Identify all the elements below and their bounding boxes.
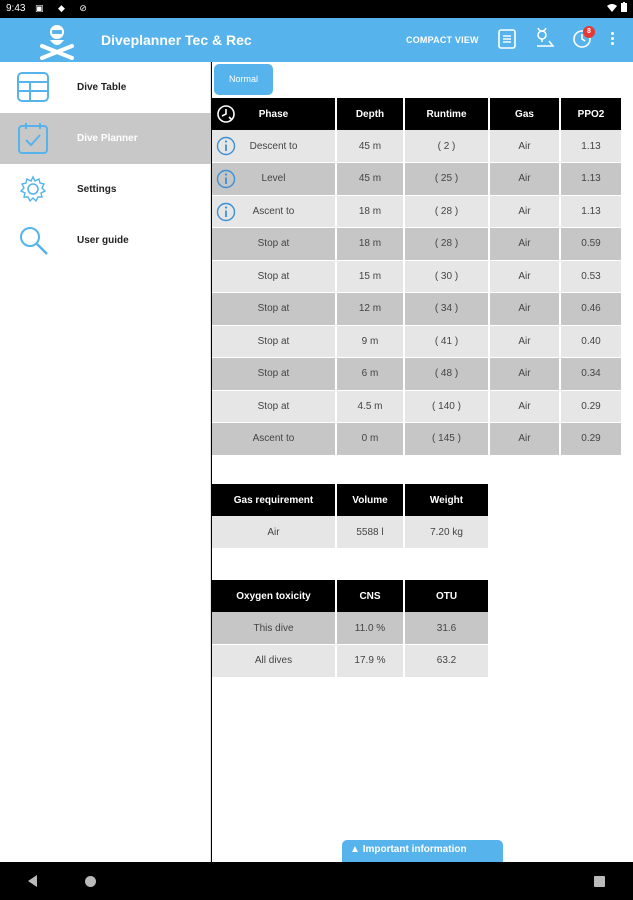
otu-cell: 31.6 [404, 612, 489, 645]
depth-cell: 4.5 m [336, 390, 404, 423]
phase-cell [212, 228, 336, 261]
cns-cell: 17.9 % [336, 645, 404, 678]
gas-cell: Air [489, 228, 560, 261]
gas-cell: Air [489, 358, 560, 391]
ppo2-cell: 1.13 [560, 130, 622, 163]
phase-label: Stop at [257, 368, 290, 380]
column-header-ppo2: PPO2 [560, 98, 622, 130]
ppo2-cell: 0.59 [560, 228, 622, 261]
plan-table-body [212, 130, 622, 455]
info-icon[interactable] [216, 169, 236, 189]
table-row [212, 195, 622, 228]
system-status-icons [607, 2, 627, 12]
phase-cell [212, 163, 336, 196]
phase-label: Ascent to [252, 205, 295, 217]
phase-label: Stop at [257, 238, 290, 250]
table-row [212, 325, 622, 358]
phase-label: Stop at [257, 270, 290, 282]
ppo2-cell: 1.13 [560, 195, 622, 228]
table-row [212, 390, 622, 423]
info-icon[interactable] [216, 202, 236, 222]
chevron-up-icon: ▲ [350, 844, 360, 855]
gas-cell: Air [489, 260, 560, 293]
depth-cell: 12 m [336, 293, 404, 326]
table-row [212, 516, 489, 549]
gas-cell: Air [489, 390, 560, 423]
recent-apps-icon[interactable] [594, 876, 605, 887]
calendar-check-icon [16, 121, 50, 155]
depth-cell: 18 m [336, 228, 404, 261]
depth-cell: 0 m [336, 423, 404, 456]
phase-cell [212, 423, 336, 456]
table-row [212, 423, 622, 456]
sidebar-item-label: Dive Table [77, 82, 127, 93]
depth-cell: 15 m [336, 260, 404, 293]
notification-badge: 8 [583, 26, 595, 38]
phase-label: Ascent to [252, 433, 295, 445]
column-header-phase: Phase [212, 98, 336, 130]
phase-cell [212, 390, 336, 423]
phase-label: Level [261, 173, 286, 185]
table-icon [16, 70, 50, 104]
depth-cell: 45 m [336, 130, 404, 163]
main-content [212, 62, 633, 862]
sidebar [0, 62, 211, 862]
depth-cell: 18 m [336, 195, 404, 228]
home-icon[interactable] [85, 876, 96, 887]
sidebar-item-label: Settings [77, 184, 117, 195]
status-time: 9:43 [6, 3, 26, 14]
label-cell: All dives [212, 645, 336, 678]
overflow-menu-icon[interactable] [607, 30, 617, 50]
table-row [212, 293, 622, 326]
phase-cell [212, 260, 336, 293]
ppo2-cell: 1.13 [560, 163, 622, 196]
cns-cell: 11.0 % [336, 612, 404, 645]
column-header-otu: OTU [404, 580, 489, 612]
runtime-cell: ( 48 ) [404, 358, 489, 391]
map-pin-icon[interactable] [534, 28, 556, 50]
runtime-cell: ( 34 ) [404, 293, 489, 326]
phase-cell [212, 293, 336, 326]
column-header-runtime: Runtime [404, 98, 489, 130]
ppo2-cell: 0.29 [560, 390, 622, 423]
search-icon [16, 223, 50, 257]
sidebar-item-label: User guide [77, 235, 129, 246]
volume-cell: 5588 l [336, 516, 404, 549]
back-icon[interactable] [28, 875, 37, 887]
gas-cell: Air [489, 163, 560, 196]
runtime-cell: ( 2 ) [404, 130, 489, 163]
ppo2-cell: 0.29 [560, 423, 622, 456]
table-header-row [212, 98, 622, 130]
phase-cell [212, 325, 336, 358]
column-header-cns: CNS [336, 580, 404, 612]
phase-cell [212, 195, 336, 228]
table-header-row [212, 484, 489, 516]
phase-label: Stop at [257, 335, 290, 347]
table-row [212, 228, 622, 261]
runtime-cell: ( 25 ) [404, 163, 489, 196]
ppo2-cell: 0.34 [560, 358, 622, 391]
phase-label: Stop at [257, 400, 290, 412]
phase-cell [212, 130, 336, 163]
table-row [212, 163, 622, 196]
runtime-cell: ( 30 ) [404, 260, 489, 293]
ppo2-cell: 0.53 [560, 260, 622, 293]
depth-cell: 9 m [336, 325, 404, 358]
depth-cell: 45 m [336, 163, 404, 196]
column-header-oxygen-toxicity: Oxygen toxicity [212, 580, 336, 612]
table-row [212, 260, 622, 293]
app-title: Diveplanner Tec & Rec [101, 32, 252, 48]
info-icon[interactable] [216, 136, 236, 156]
clock-icon[interactable] [216, 104, 236, 124]
app-bar [0, 18, 633, 62]
gear-icon [16, 172, 50, 206]
ppo2-cell: 0.46 [560, 293, 622, 326]
gas-cell: Air [489, 325, 560, 358]
sidebar-item-settings[interactable] [0, 164, 211, 215]
column-header-gas-requirement: Gas requirement [212, 484, 336, 516]
weight-cell: 7.20 kg [404, 516, 489, 549]
compact-view-button[interactable]: COMPACT VIEW [406, 35, 479, 45]
runtime-cell: ( 28 ) [404, 195, 489, 228]
list-icon[interactable] [496, 28, 518, 50]
battery-icon [621, 2, 627, 12]
column-header-gas: Gas [489, 98, 560, 130]
oxygen-toxicity-table [212, 580, 490, 678]
otu-cell: 63.2 [404, 645, 489, 678]
table-row [212, 645, 489, 678]
label-cell: This dive [212, 612, 336, 645]
gas-cell: Air [212, 516, 336, 549]
gas-cell: Air [489, 195, 560, 228]
runtime-cell: ( 28 ) [404, 228, 489, 261]
important-information-button[interactable] [342, 840, 503, 862]
gas-cell: Air [489, 293, 560, 326]
system-nav-bar [0, 862, 633, 900]
dive-plan-table [212, 98, 623, 456]
wifi-icon [607, 3, 617, 12]
runtime-cell: ( 41 ) [404, 325, 489, 358]
runtime-cell: ( 140 ) [404, 390, 489, 423]
runtime-cell: ( 145 ) [404, 423, 489, 456]
important-information-label: Important information [362, 844, 467, 855]
table-row [212, 358, 622, 391]
diver-logo-icon [38, 20, 76, 60]
column-header-volume: Volume [336, 484, 404, 516]
gas-requirement-table [212, 484, 490, 549]
sidebar-item-label: Dive Planner [77, 133, 138, 144]
ppo2-cell: 0.40 [560, 325, 622, 358]
table-row [212, 130, 622, 163]
table-row [212, 612, 489, 645]
table-header-row [212, 580, 489, 612]
gas-cell: Air [489, 423, 560, 456]
phase-label: Descent to [249, 140, 298, 152]
column-header-weight: Weight [404, 484, 489, 516]
status-bar [0, 0, 633, 18]
normal-mode-button[interactable]: Normal [214, 64, 273, 95]
gas-cell: Air [489, 130, 560, 163]
phase-label: Stop at [257, 303, 290, 315]
depth-cell: 6 m [336, 358, 404, 391]
notification-icons: ▣ ◆ ⊘ [35, 3, 93, 13]
sidebar-item-dive-table[interactable] [0, 62, 211, 113]
phase-cell [212, 358, 336, 391]
column-header-depth: Depth [336, 98, 404, 130]
sidebar-item-dive-planner[interactable] [0, 113, 211, 164]
sidebar-item-user-guide[interactable] [0, 215, 211, 266]
